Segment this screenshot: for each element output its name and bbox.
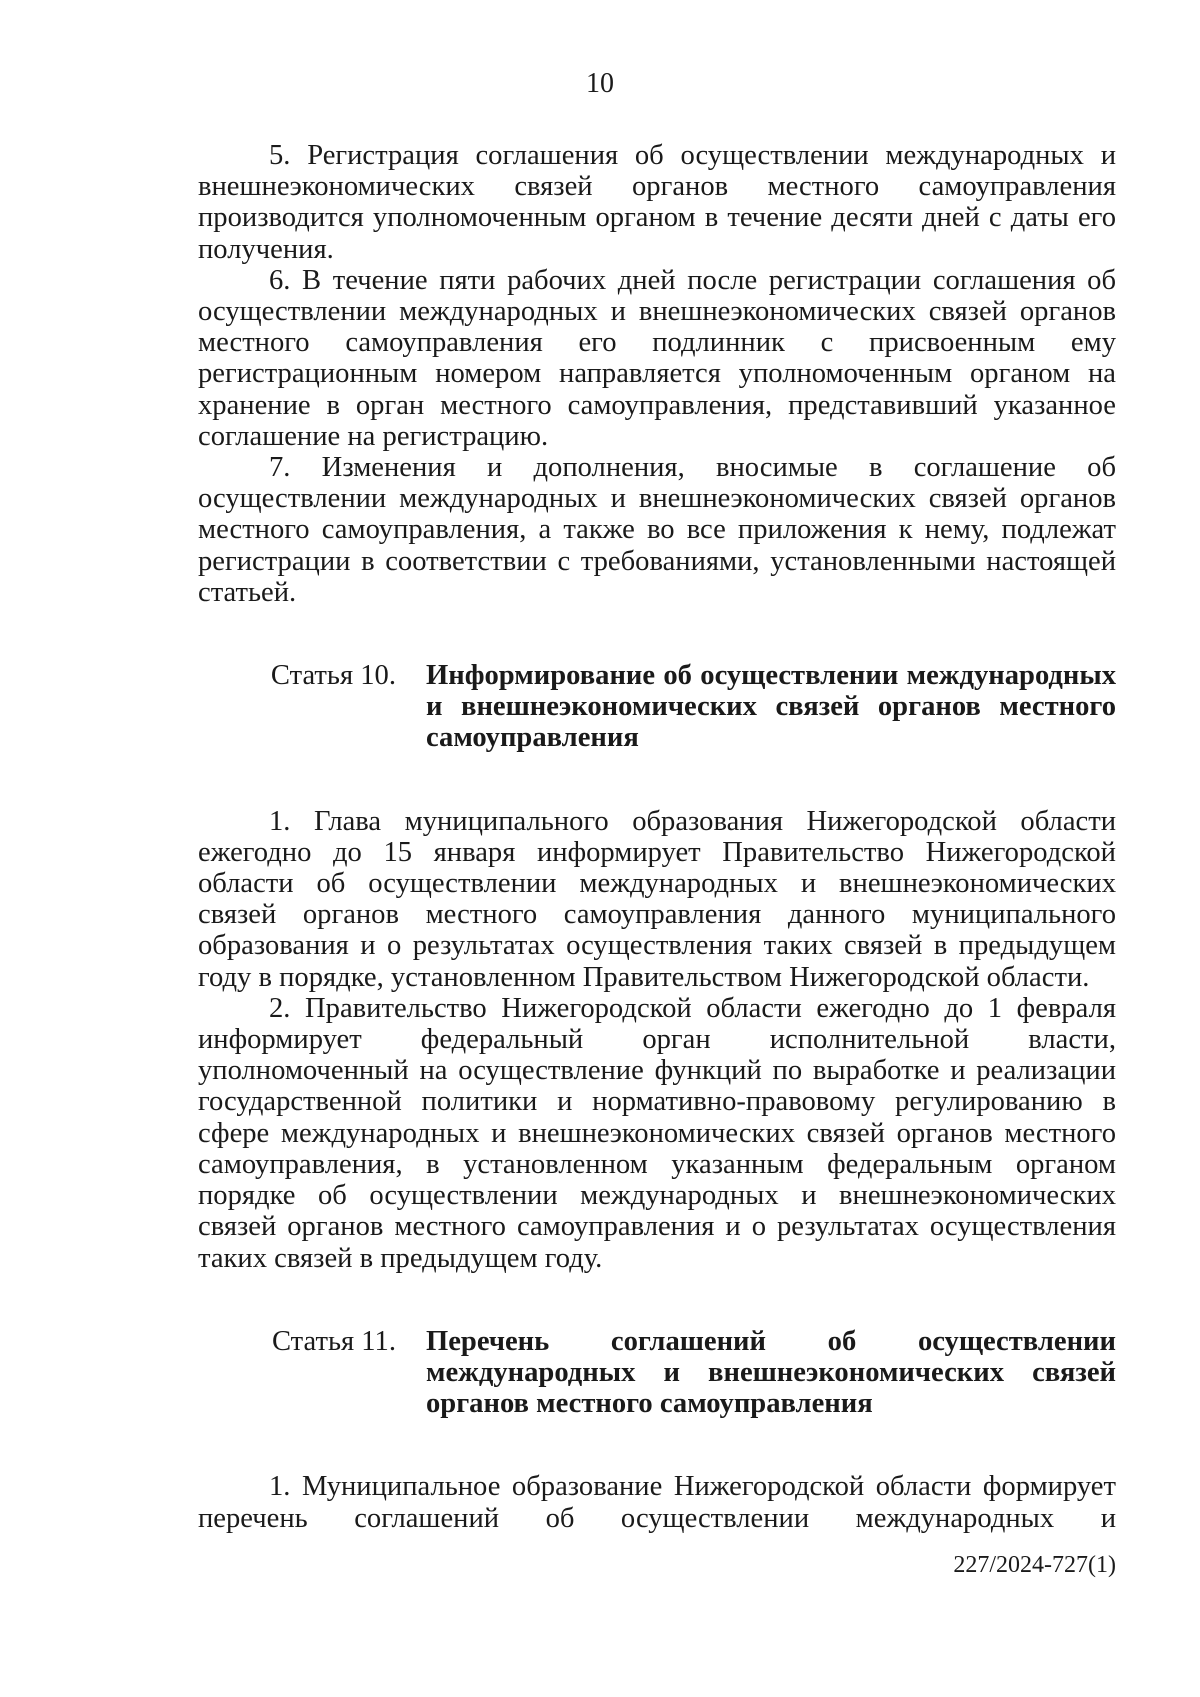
paragraph-5: 5. Регистрация соглашения об осуществлении международных и внешнеэкономических связей органов местного самоуправления производится уполномоченным органом в течение десяти дней с даты его получения. [198, 140, 1116, 265]
article-10-title: Информирование об осуществлении международных и внешнеэкономических связей органов местного самоуправления [426, 660, 1116, 754]
page-number: 10 [586, 68, 614, 99]
paragraph-7: 7. Изменения и дополнения, вносимые в соглашение об осуществлении международных и внешнеэкономических связей органов местного самоуправления, а также во все приложения к нему, подлежат регистрации в соответствии с требованиями, установленными настоящей статьей. [198, 452, 1116, 608]
article-11-title: Перечень соглашений об осуществлении международных и внешнеэкономических связей органов местного самоуправления [426, 1325, 1116, 1420]
article-11-paragraph-1: 1. Муниципальное образование Нижегородской области формирует перечень соглашений об осуществлении международных и [198, 1471, 1116, 1534]
article-10-paragraph-2: 2. Правительство Нижегородской области ежегодно до 1 февраля информирует федеральный орган исполнительной власти, уполномоченный на осуществление функций по выработке и реализации государственной политики и нормативно-правовому регулированию в сфере международных и внешнеэкономических связей органов местного самоуправления, в установленном указанным федеральным органом порядке об осуществлении международных и внешнеэкономических связей органов местного самоуправления и о результатах осуществления таких связей в предыдущем году. [198, 992, 1116, 1274]
article-10-label: Статья 10. [270, 660, 396, 692]
document-code: 227/2024-727(1) [953, 1552, 1116, 1578]
paragraph-6: 6. В течение пяти рабочих дней после регистрации соглашения об осуществлении международных и внешнеэкономических связей органов местного самоуправления его подлинник с присвоенным ему регистрационным номером направляется уполномоченным органом на хранение в орган местного самоуправления, представивший указанное соглашение на регистрацию. [198, 264, 1116, 452]
article-10-heading [198, 660, 1116, 754]
article-11-heading [198, 1326, 1116, 1420]
article-10-paragraph-1: 1. Глава муниципального образования Нижегородской области ежегодно до 15 января информирует Правительство Нижегородской области об осуществлении международных и внешнеэкономических связей органов местного самоуправления данного муниципального образования и о результатах осуществления таких связей в предыдущем году в порядке, установленном Правительством Нижегородской области. [198, 805, 1116, 993]
article-11-label: Статья 11. [271, 1325, 396, 1357]
document-body [198, 140, 1116, 1534]
